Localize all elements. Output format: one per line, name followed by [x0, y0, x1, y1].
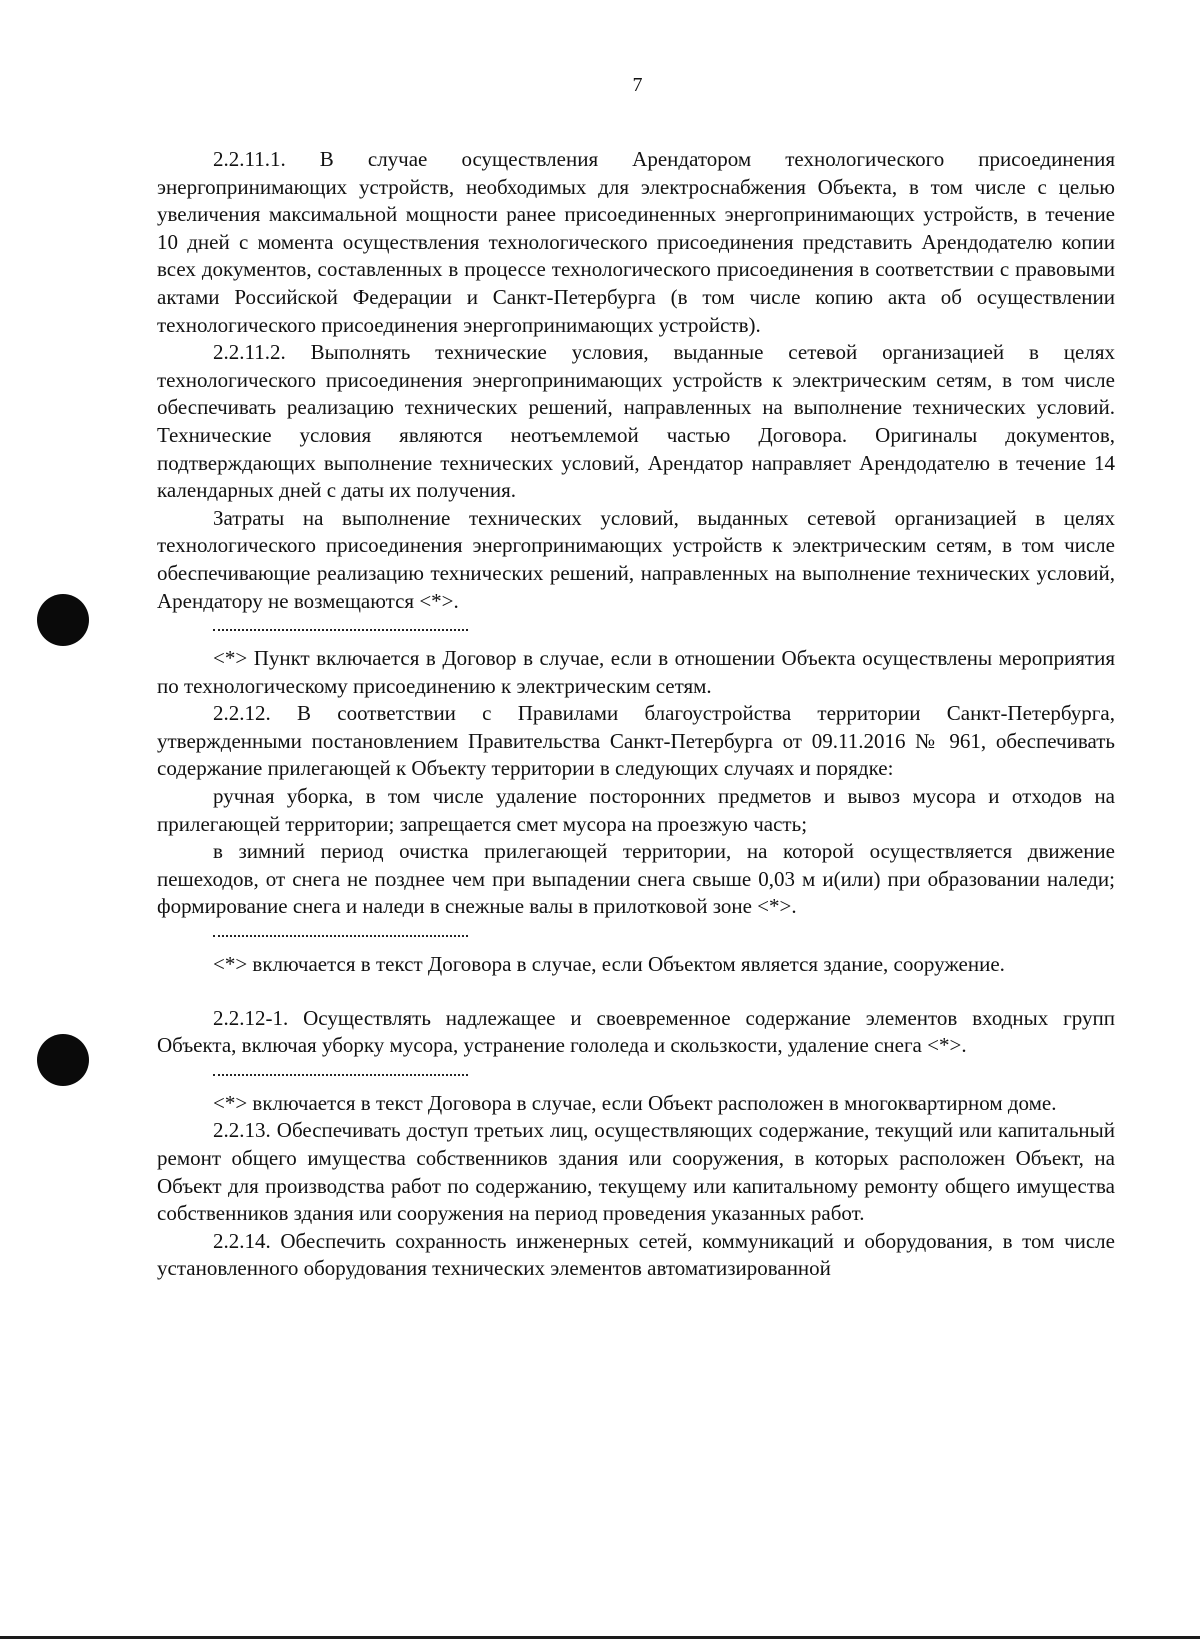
paragraph-2-2-14: 2.2.14. Обеспечить сохранность инженерных сетей, коммуникаций и оборудования, в том числе установленного оборудования технических элементов автоматизированной — [157, 1228, 1115, 1281]
paragraph-2-2-11-2: 2.2.11.2. Выполнять технические условия, выданные сетевой организацией в целях технологического присоединения энергопринимающих устройств к электрическим сетям, в том числе обеспечивать реализацию технических решений, направленных на выполнение технических условий. Технические условия являются неотъемлемой частью Договора. Оригиналы документов, подтверждающих выполнение технических условий, Арендатор направляет Арендодателю в течение 14 календарных дней с даты их получения. — [157, 340, 1115, 503]
paragraph-2-2-11-1: 2.2.11.1. В случае осуществления Арендатором технологического присоединения энергопринимающих устройств, необходимых для электроснабжения Объекта, в том числе с целью увеличения максимальной мощности ранее присоединенных энергопринимающих устройств, в течение 10 дней с момента осуществления технологического присоединения представить Арендодателю копии всех документов, составленных в процессе технологического присоединения в соответствии с правовыми актами Российской Федерации и Санкт-Петербурга (в том числе копию акта об осуществлении технологического присоединения энергопринимающих устройств). — [157, 147, 1115, 337]
paragraph-manual-cleaning: ручная уборка, в том числе удаление посторонних предметов и вывоз мусора и отходов на прилегающей территории; запрещается смет мусора на проезжую часть; — [157, 784, 1115, 836]
page-number: 7 — [632, 74, 643, 96]
footnote: <*> включается в текст Договора в случае, если Объект расположен в многоквартирном доме. — [213, 1090, 1057, 1115]
spacer — [157, 979, 1115, 1005]
document-body — [157, 146, 1115, 1283]
footnote-separator — [213, 1074, 468, 1076]
paragraph-costs: Затраты на выполнение технических условий, выданных сетевой организацией в целях технологического присоединения энергопринимающих устройств к электрическим сетям, в том числе обеспечивающие реализацию технических решений, направленных на выполнение технических условий, Арендатору не возмещаются <*>. — [157, 505, 1115, 613]
paragraph-2-2-12: 2.2.12. В соответствии с Правилами благоустройства территории Санкт-Петербурга, утвержденными постановлением Правительства Санкт-Петербурга от 09.11.2016 № 961, обеспечивать содержание прилегающей к Объекту территории в следующих случаях и порядке: — [157, 701, 1115, 781]
paragraph-2-2-13: 2.2.13. Обеспечивать доступ третьих лиц, осуществляющих содержание, текущий или капитальный ремонт общего имущества собственников здания или сооружения, в которых расположен Объект, на Объект для производства работ по содержанию, текущему или капитальному ремонту общего имущества собственников здания или сооружения на период проведения указанных работ. — [157, 1118, 1115, 1226]
binder-hole — [37, 1034, 89, 1086]
footnote: <*> Пункт включается в Договор в случае, если в отношении Объекта осуществлены мероприятия по технологическому присоединению к электрическим сетям. — [157, 646, 1115, 698]
binder-hole — [37, 594, 89, 646]
scan-edge-line — [0, 1636, 1200, 1639]
footnote-separator — [213, 629, 468, 631]
footnote-separator — [213, 935, 468, 937]
paragraph-winter-cleaning: в зимний период очистка прилегающей территории, на которой осуществляется движение пешеходов, от снега не позднее чем при выпадении снега свыше 0,03 м и(или) при образовании наледи; формирование снега и наледи в снежные валы в прилотковой зоне <*>. — [157, 839, 1115, 919]
footnote: <*> включается в текст Договора в случае, если Объектом является здание, сооружение. — [213, 952, 1005, 977]
paragraph-2-2-12-1: 2.2.12-1. Осуществлять надлежащее и своевременное содержание элементов входных групп Объекта, включая уборку мусора, устранение гололеда и скользкости, удаление снега <*>. — [157, 1005, 1115, 1058]
